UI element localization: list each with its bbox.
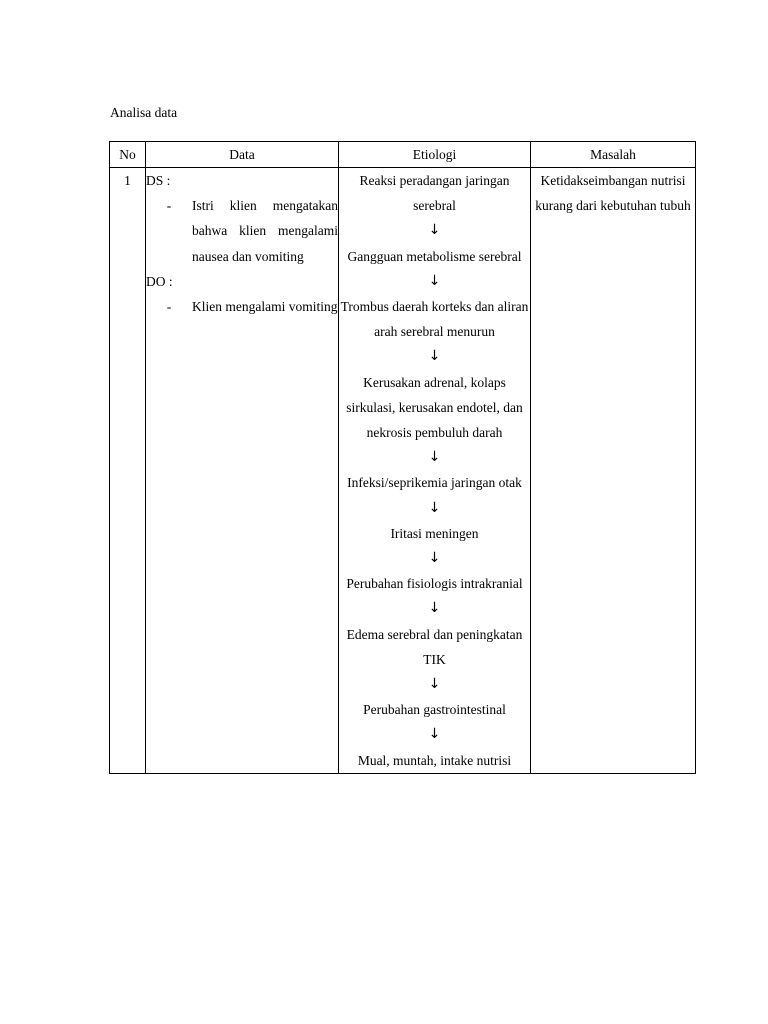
down-arrow-icon: ↓ bbox=[428, 348, 441, 365]
table-row bbox=[110, 168, 696, 774]
etiologi-step: Reaksi peradangan jaringan serebral bbox=[359, 173, 510, 214]
header-masalah: Masalah bbox=[531, 142, 696, 168]
etiologi-step: Mual, muntah, intake nutrisi bbox=[357, 752, 512, 768]
do-label: DO : bbox=[146, 273, 173, 289]
ds-label: DS : bbox=[146, 173, 171, 188]
header-etiologi: Etiologi bbox=[339, 142, 531, 168]
down-arrow-icon: ↓ bbox=[428, 499, 441, 516]
row-number: 1 bbox=[110, 168, 146, 774]
etiologi-step: Iritasi meningen bbox=[390, 525, 479, 541]
table-header-row bbox=[110, 142, 696, 168]
etiologi-step: Perubahan fisiologis intrakranial bbox=[346, 576, 523, 592]
page-title: Analisa data bbox=[110, 105, 178, 120]
down-arrow-icon: ↓ bbox=[428, 272, 441, 289]
down-arrow-icon: ↓ bbox=[428, 726, 441, 743]
down-arrow-icon: ↓ bbox=[428, 222, 441, 239]
header-no: No bbox=[110, 142, 146, 168]
etiologi-step: Trombus daerah korteks dan aliran arah serebral menurun bbox=[340, 299, 529, 340]
down-arrow-icon: ↓ bbox=[428, 449, 441, 466]
do-bullet-text: Klien mengalami vomiting bbox=[192, 298, 338, 314]
data-cell bbox=[146, 168, 339, 774]
etiologi-step: Edema serebral dan peningkatan TIK bbox=[346, 626, 523, 667]
ds-bullet-dash: - bbox=[166, 198, 172, 214]
down-arrow-icon: ↓ bbox=[428, 550, 441, 567]
masalah-cell: Ketidakseimbangan nutrisi kurang dari kebutuhan tubuh bbox=[531, 168, 696, 774]
etiologi-step: Infeksi/seprikemia jaringan otak bbox=[347, 475, 522, 491]
do-bullet-item bbox=[146, 294, 338, 319]
etiologi-step: Perubahan gastrointestinal bbox=[363, 702, 506, 718]
data-analysis-table bbox=[109, 141, 696, 774]
etiologi-step: Kerusakan adrenal, kolaps sirkulasi, kerusakan endotel, dan nekrosis pembuluh darah bbox=[346, 374, 523, 441]
down-arrow-icon: ↓ bbox=[428, 676, 441, 693]
do-bullet-dash: - bbox=[166, 298, 172, 314]
header-data: Data bbox=[146, 142, 339, 168]
ds-bullet-text: Istri klien mengatakan bahwa klien mengalami nausea dan vomiting bbox=[192, 198, 338, 264]
etiologi-step: Gangguan metabolisme serebral bbox=[347, 248, 522, 264]
etiologi-cell bbox=[339, 168, 531, 774]
down-arrow-icon: ↓ bbox=[428, 600, 441, 617]
ds-bullet-item bbox=[146, 193, 338, 269]
